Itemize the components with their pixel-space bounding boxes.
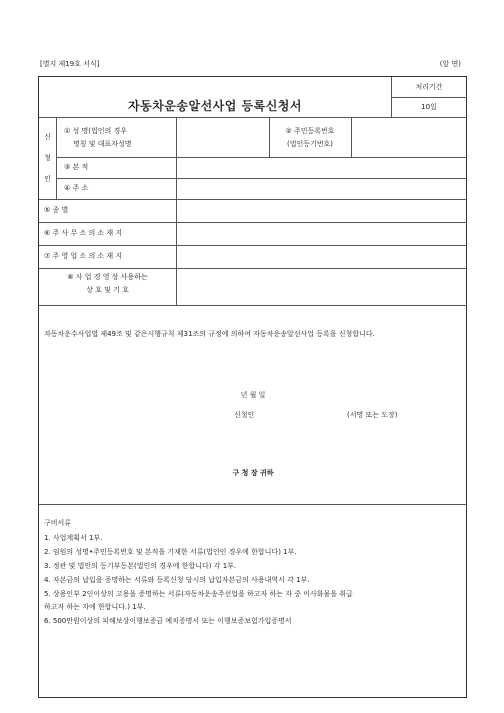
processing-period-value: 10일: [421, 103, 437, 111]
applicant-label-3: 인: [44, 175, 51, 183]
applicant-label-1: 신: [44, 133, 51, 141]
trade-name-line1: ⑧ 사 업 경 영 상 사용하는: [67, 273, 148, 281]
attachment-item-3: 3. 정관 및 법인의 등기부등본(법인의 경우에 한합니다) 각 1부.: [44, 562, 237, 570]
attachments-title: 구비서류: [44, 519, 72, 527]
name-value-divider: [269, 117, 270, 157]
attachment-item-1: 1. 사업계획서 1부.: [44, 534, 103, 542]
row-line-type: [39, 222, 467, 223]
form-number: [별지 제19호 서식]: [40, 60, 100, 68]
attachment-item-5: 5. 상용인부 2인이상의 고용을 증명하는 서류(자동차운송주선업을 하고자 하는 자 중 이사화물을 취급: [44, 590, 353, 598]
statement: 자동차운수사업법 제49조 및 같은시행규칙 제31조의 규정에 의하여 자동차운송알선사업 등록을 신청합니다.: [44, 330, 375, 338]
applicant-divider: [56, 117, 57, 199]
trade-name-line2: 상 호 및 기 호: [86, 286, 129, 294]
row-line-trade-name: [39, 305, 467, 306]
attachment-item-6: 6. 500만원이상의 피해보상이행보증금 예치증명서 또는 이행보증보험가입증명서: [44, 617, 292, 625]
name-label-line2: 명칭 및 대표자성명: [73, 140, 132, 148]
type-label: ⑤ 종 별: [44, 206, 69, 214]
application-form: [38, 76, 467, 698]
signature-hint: (서명 또는 도장): [347, 411, 398, 419]
attachment-item-5-cont: 하고자 하는 자에 한합니다.) 1부.: [44, 603, 146, 611]
row-line-office: [39, 245, 467, 246]
applicant-label-2: 청: [44, 154, 51, 162]
trade-name-divider: [176, 268, 177, 305]
recipient: 구 청 장 귀하: [232, 469, 274, 477]
processing-row-line: [391, 97, 467, 98]
address-label: ④ 주 소: [64, 184, 89, 192]
rrn-label-line1: ② 주민등록번호: [285, 127, 335, 135]
attachment-item-4: 4. 자본금의 납입을 증명하는 서류와 등록신청 당시의 납입자본금의 사용내역서 각 1부.: [44, 576, 310, 584]
row-line-branch: [39, 268, 467, 269]
rrn-value-divider: [351, 117, 352, 157]
title-bottom-line: [39, 117, 467, 118]
row-line-domicile: [56, 178, 467, 179]
branch-label: ⑦ 주 영 업 소 의 소 재 지: [44, 252, 123, 260]
side-label: (앞 면): [439, 60, 461, 68]
row-line-address: [39, 199, 467, 200]
applicant-sign-label: 신청인: [234, 411, 255, 419]
office-label: ⑥ 주 사 무 소 의 소 재 지: [44, 229, 123, 237]
name-label-line1: ① 성 명(법인의 경우: [64, 127, 128, 135]
processing-period-label: 처리기간: [415, 83, 443, 91]
domicile-label: ③ 본 적: [64, 163, 89, 171]
form-title: 자동차운송알선사업 등록신청서: [128, 99, 302, 113]
label-column-divider: [176, 117, 177, 285]
row-line-declaration: [39, 504, 467, 505]
attachment-item-2: 2. 임원의 성명•주민등록번호 및 본적을 기재한 서류(법인인 경우에 한합니다) 1부.: [44, 548, 297, 556]
date-line: 년 월 일: [240, 391, 266, 399]
row-line-name: [56, 157, 467, 158]
rrn-label-line2: (법인등기번호): [286, 140, 334, 148]
